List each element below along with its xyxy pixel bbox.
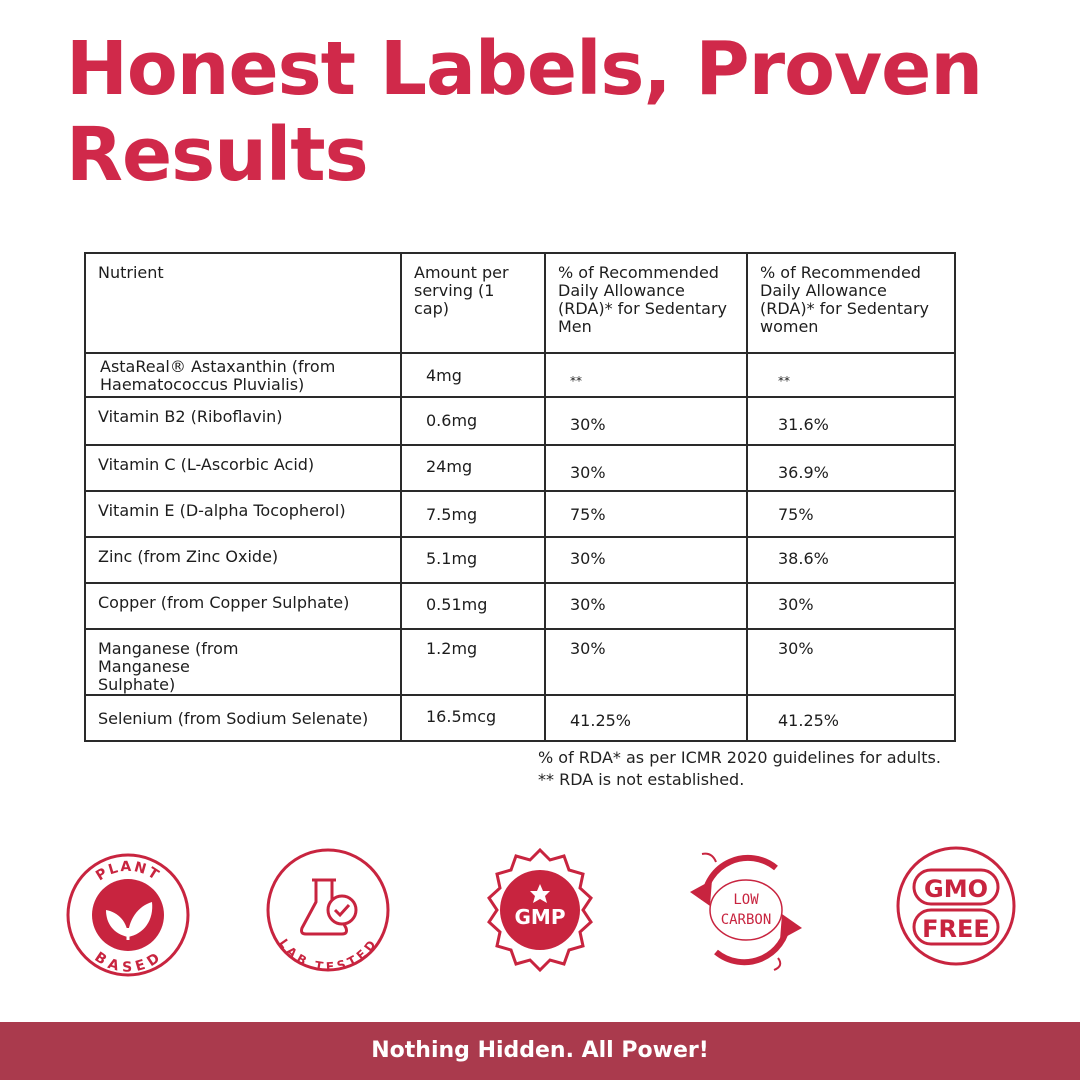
gmp-text: GMP — [514, 905, 566, 929]
gmp-badge — [470, 840, 610, 980]
header-amount: Amount per serving (1 cap) — [401, 253, 545, 353]
header-nutrient: Nutrient — [85, 253, 401, 353]
amount-cell: 5.1mg — [401, 537, 545, 583]
rda-women-cell: 41.25% — [747, 695, 955, 741]
plant-based-bottom-text: BASED — [91, 949, 165, 976]
rda-men-cell: 30% — [545, 629, 747, 695]
page-title — [66, 26, 1046, 198]
rda-men-cell: 75% — [545, 491, 747, 537]
header-rda-women: % of Recommended Daily Allowance (RDA)* for Sedentary women — [747, 253, 955, 353]
amount-cell: 1.2mg — [401, 629, 545, 695]
amount-cell: 16.5mcg — [401, 695, 545, 741]
nutrient-cell: AstaReal® Astaxanthin (from Haematococcus Pluvialis) — [85, 353, 401, 397]
footnote-rda: % of RDA* as per ICMR 2020 guidelines for adults. — [538, 748, 941, 767]
rda-women-cell: 38.6% — [747, 537, 955, 583]
amount-cell: 24mg — [401, 445, 545, 491]
certification-badges — [0, 840, 1080, 990]
svg-text:LAB TESTED — [276, 936, 379, 974]
table-row — [85, 537, 955, 583]
table-row — [85, 491, 955, 537]
title-line-1: Honest Labels, Proven — [66, 26, 983, 112]
nutrient-cell: Selenium (from Sodium Selenate) — [85, 695, 401, 741]
nutrient-cell: Vitamin B2 (Riboflavin) — [85, 397, 401, 445]
footnote-not-established: ** RDA is not established. — [538, 770, 745, 789]
amount-cell: 7.5mg — [401, 491, 545, 537]
nutrient-cell: Copper (from Copper Sulphate) — [85, 583, 401, 629]
rda-women-cell: 31.6% — [747, 397, 955, 445]
title-line-2: Results — [66, 112, 368, 198]
nutrient-cell: Zinc (from Zinc Oxide) — [85, 537, 401, 583]
nutrient-cell: Vitamin C (L-Ascorbic Acid) — [85, 445, 401, 491]
gmo-text: GMO — [924, 875, 988, 903]
rda-men-cell: 30% — [545, 583, 747, 629]
rda-women-cell: 30% — [747, 629, 955, 695]
nutrient-cell: Manganese (from Manganese Sulphate) — [85, 629, 401, 695]
footnotes — [538, 747, 968, 791]
lab-tested-badge — [258, 840, 398, 980]
amount-cell: 0.51mg — [401, 583, 545, 629]
header-rda-men: % of Recommended Daily Allowance (RDA)* for Sedentary Men — [545, 253, 747, 353]
table-header-row — [85, 253, 955, 353]
footer-text: Nothing Hidden. All Power! — [371, 1038, 709, 1063]
rda-women-cell: 36.9% — [747, 445, 955, 491]
nutrient-cell: Vitamin E (D-alpha Tocopherol) — [85, 491, 401, 537]
plant-based-badge — [58, 840, 198, 980]
lab-tested-text: LAB TESTED — [276, 936, 380, 974]
gmo-free-badge — [886, 840, 1026, 980]
table-row — [85, 397, 955, 445]
plant-based-top-text: PLANT — [93, 858, 163, 885]
low-carbon-line-2: CARBON — [720, 912, 772, 928]
flask-check-icon — [302, 880, 357, 934]
table-row — [85, 629, 955, 695]
rda-women-cell: 75% — [747, 491, 955, 537]
table-row — [85, 695, 955, 741]
svg-text:BASED — [91, 949, 164, 975]
rda-women-cell: 30% — [747, 583, 955, 629]
rda-men-cell: ** — [545, 353, 747, 397]
low-carbon-badge — [676, 840, 816, 980]
table-row — [85, 445, 955, 491]
low-carbon-line-1: LOW — [733, 892, 759, 908]
rda-women-cell: ** — [747, 353, 955, 397]
table-row — [85, 583, 955, 629]
rda-men-cell: 30% — [545, 537, 747, 583]
recycle-arrows-icon — [704, 858, 788, 962]
footer-banner — [0, 1022, 1080, 1080]
rda-men-cell: 30% — [545, 445, 747, 491]
amount-cell: 0.6mg — [401, 397, 545, 445]
free-text: FREE — [922, 915, 990, 943]
rda-men-cell: 41.25% — [545, 695, 747, 741]
amount-cell: 4mg — [401, 353, 545, 397]
rda-men-cell: 30% — [545, 397, 747, 445]
table-row — [85, 353, 955, 397]
nutrition-table — [84, 252, 956, 742]
